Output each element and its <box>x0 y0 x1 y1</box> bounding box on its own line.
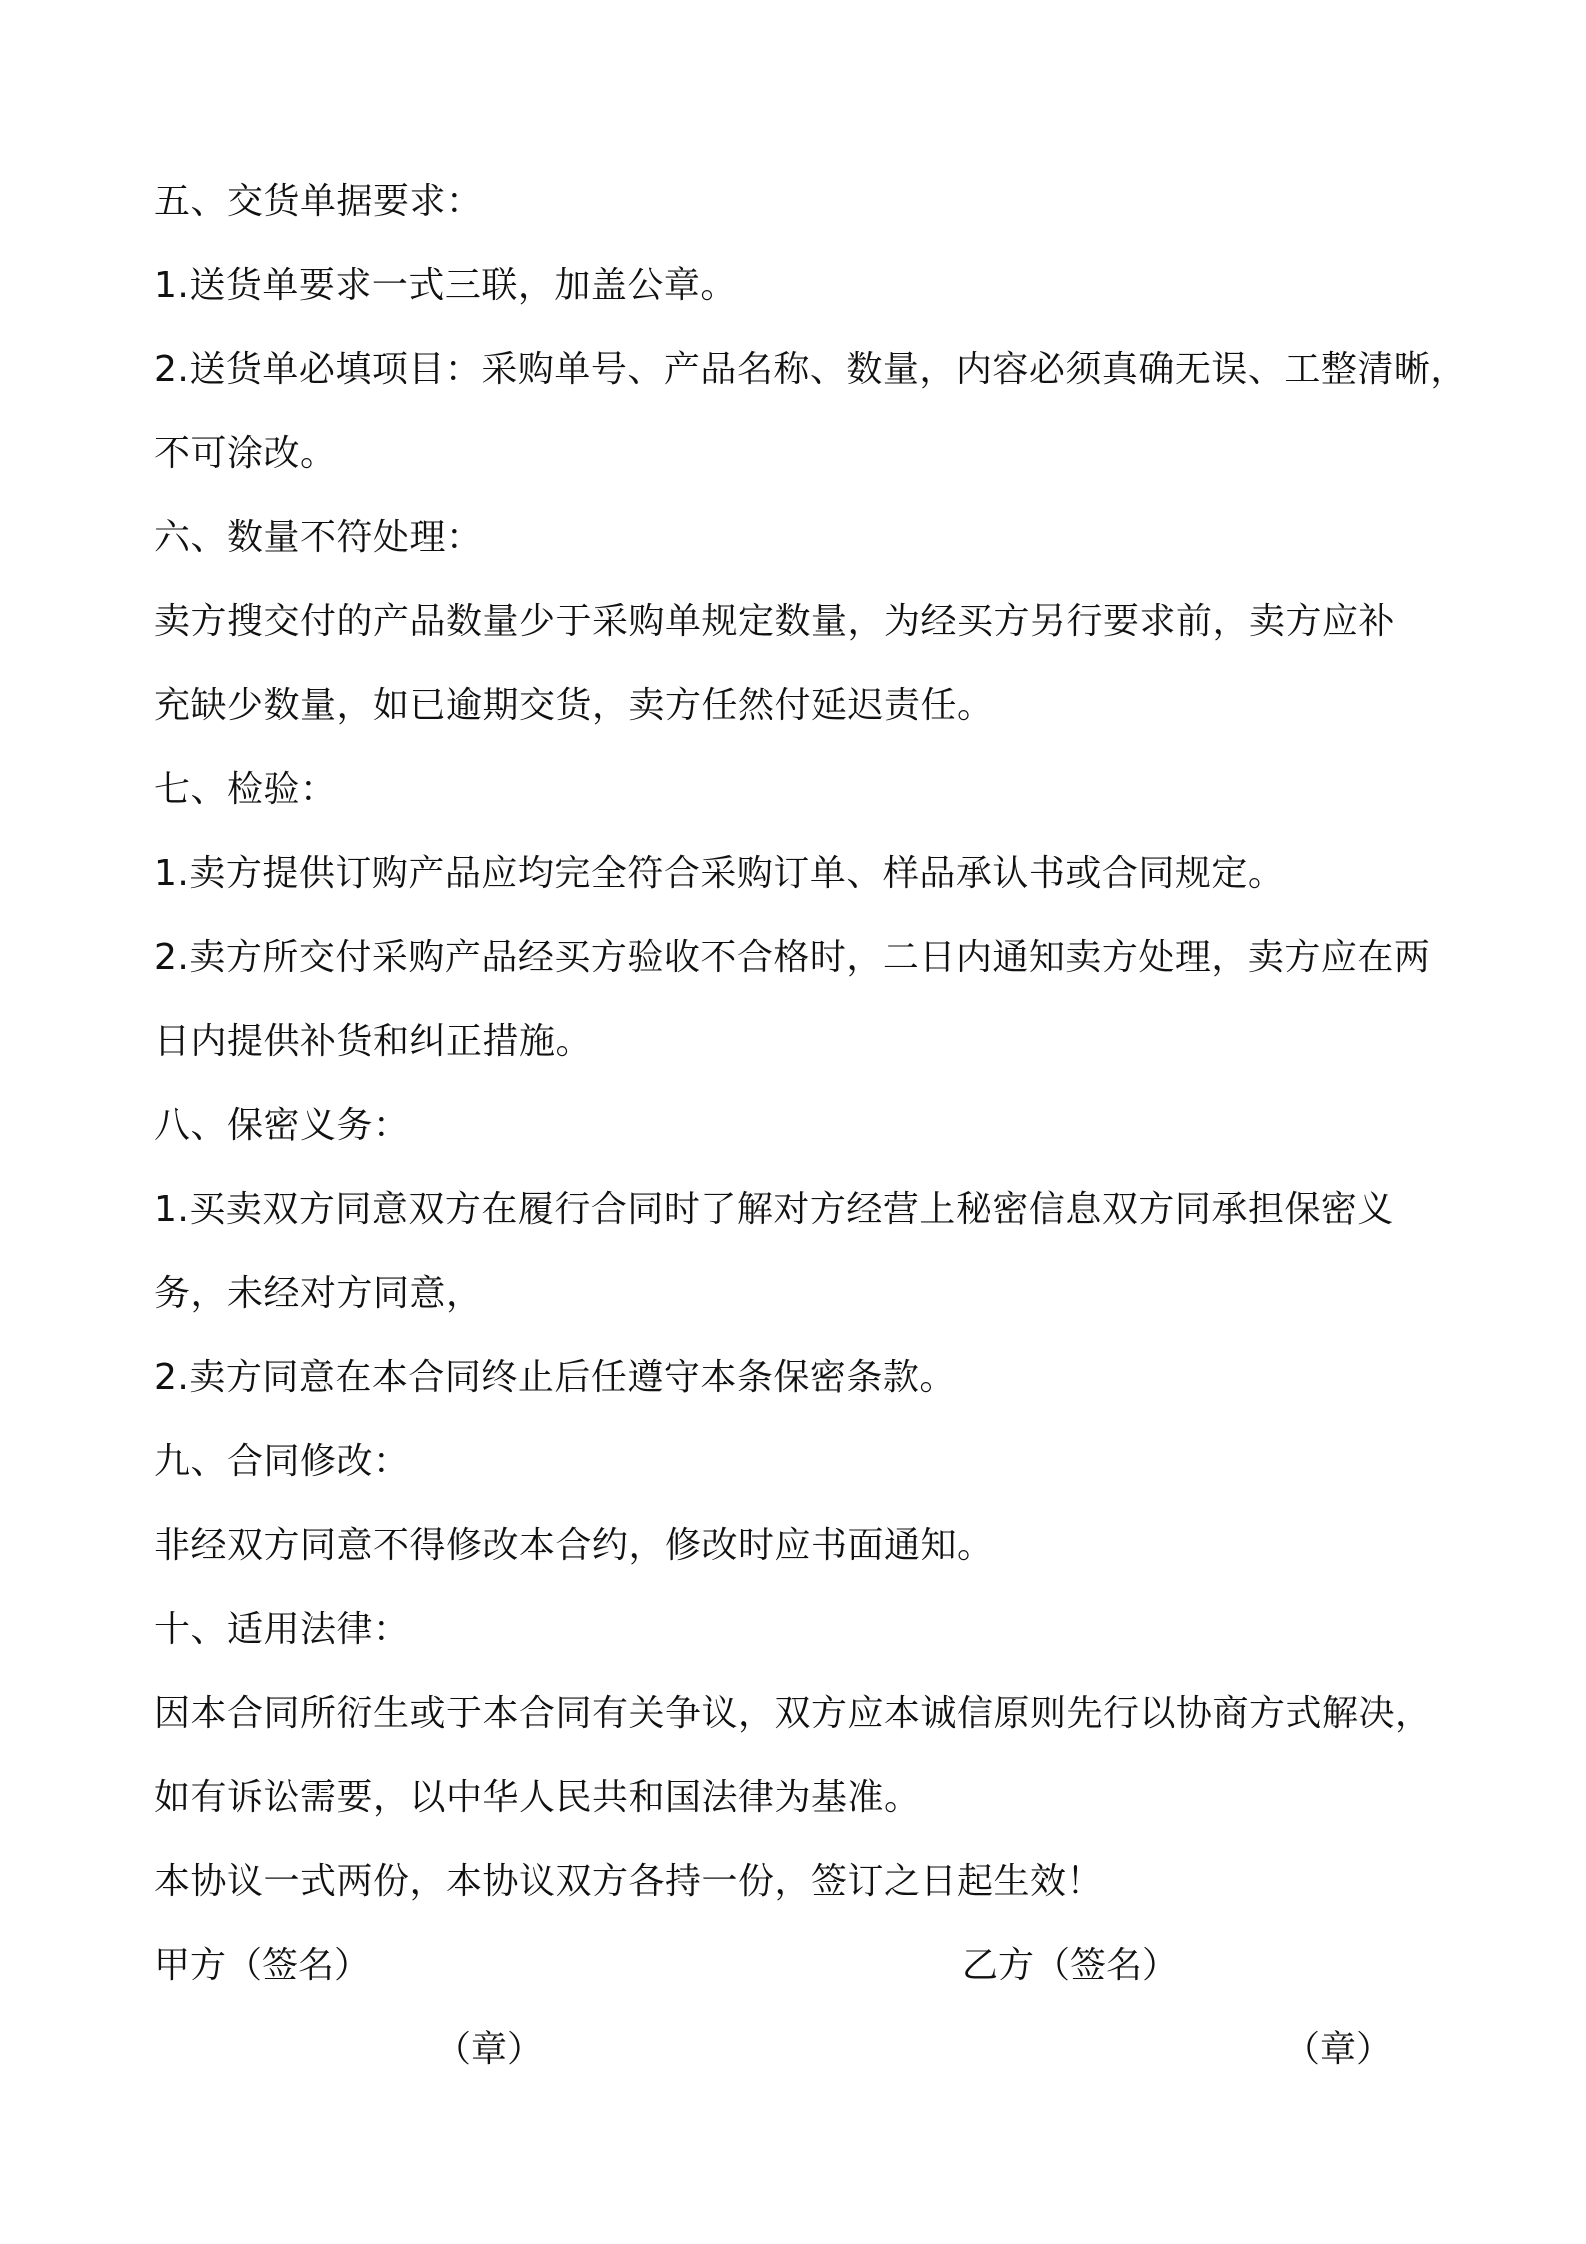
document-body <box>154 160 1467 2092</box>
clause-line: 2.卖方同意在本合同终止后任遵守本条保密条款。 <box>154 1357 956 1398</box>
party-a-seal-label: （章） <box>435 2029 544 2070</box>
section-heading-confidentiality: 八、保密义务： <box>154 1105 410 1146</box>
section-heading-inspection: 七、检验： <box>154 769 337 810</box>
clause-line: 因本合同所衍生或于本合同有关争议，双方应本诚信原则先行以协商方式解决， <box>154 1693 1432 1734</box>
closing-statement: 本协议一式两份，本协议双方各持一份，签订之日起生效！ <box>154 1861 1104 1902</box>
section-heading-governing-law: 十、适用法律： <box>154 1609 410 1650</box>
clause-line: 不可涂改。 <box>154 433 337 474</box>
party-a-signature-label: 甲方（签名） <box>154 1945 371 1986</box>
party-b-signature-label: 乙方（签名） <box>962 1945 1179 1986</box>
clause-line: 如有诉讼需要，以中华人民共和国法律为基准。 <box>154 1777 921 1818</box>
clause-line: 务，未经对方同意， <box>154 1273 483 1314</box>
clause-line: 2.送货单必填项目：采购单号、产品名称、数量，内容必须真确无误、工整清晰， <box>154 349 1467 390</box>
clause-line: 日内提供补货和纠正措施。 <box>154 1021 593 1062</box>
seal-row <box>154 2008 1454 2092</box>
section-heading-amendment: 九、合同修改： <box>154 1441 410 1482</box>
signature-row <box>154 1924 1454 2008</box>
clause-line: 非经双方同意不得修改本合约，修改时应书面通知。 <box>154 1525 994 1566</box>
party-b-seal-label: （章） <box>1284 2029 1393 2070</box>
clause-line: 充缺少数量，如已逾期交货，卖方任然付延迟责任。 <box>154 685 994 726</box>
clause-line: 2.卖方所交付采购产品经买方验收不合格时，二日内通知卖方处理，卖方应在两 <box>154 937 1431 978</box>
clause-line: 1.卖方提供订购产品应均完全符合采购订单、样品承认书或合同规定。 <box>154 853 1285 894</box>
clause-line: 1.送货单要求一式三联，加盖公章。 <box>154 265 737 306</box>
section-heading-delivery-docs: 五、交货单据要求： <box>154 181 483 222</box>
clause-line: 卖方搜交付的产品数量少于采购单规定数量，为经买方另行要求前，卖方应补 <box>154 601 1396 642</box>
section-heading-quantity: 六、数量不符处理： <box>154 517 483 558</box>
clause-line: 1.买卖双方同意双方在履行合同时了解对方经营上秘密信息双方同承担保密义 <box>154 1189 1394 1230</box>
